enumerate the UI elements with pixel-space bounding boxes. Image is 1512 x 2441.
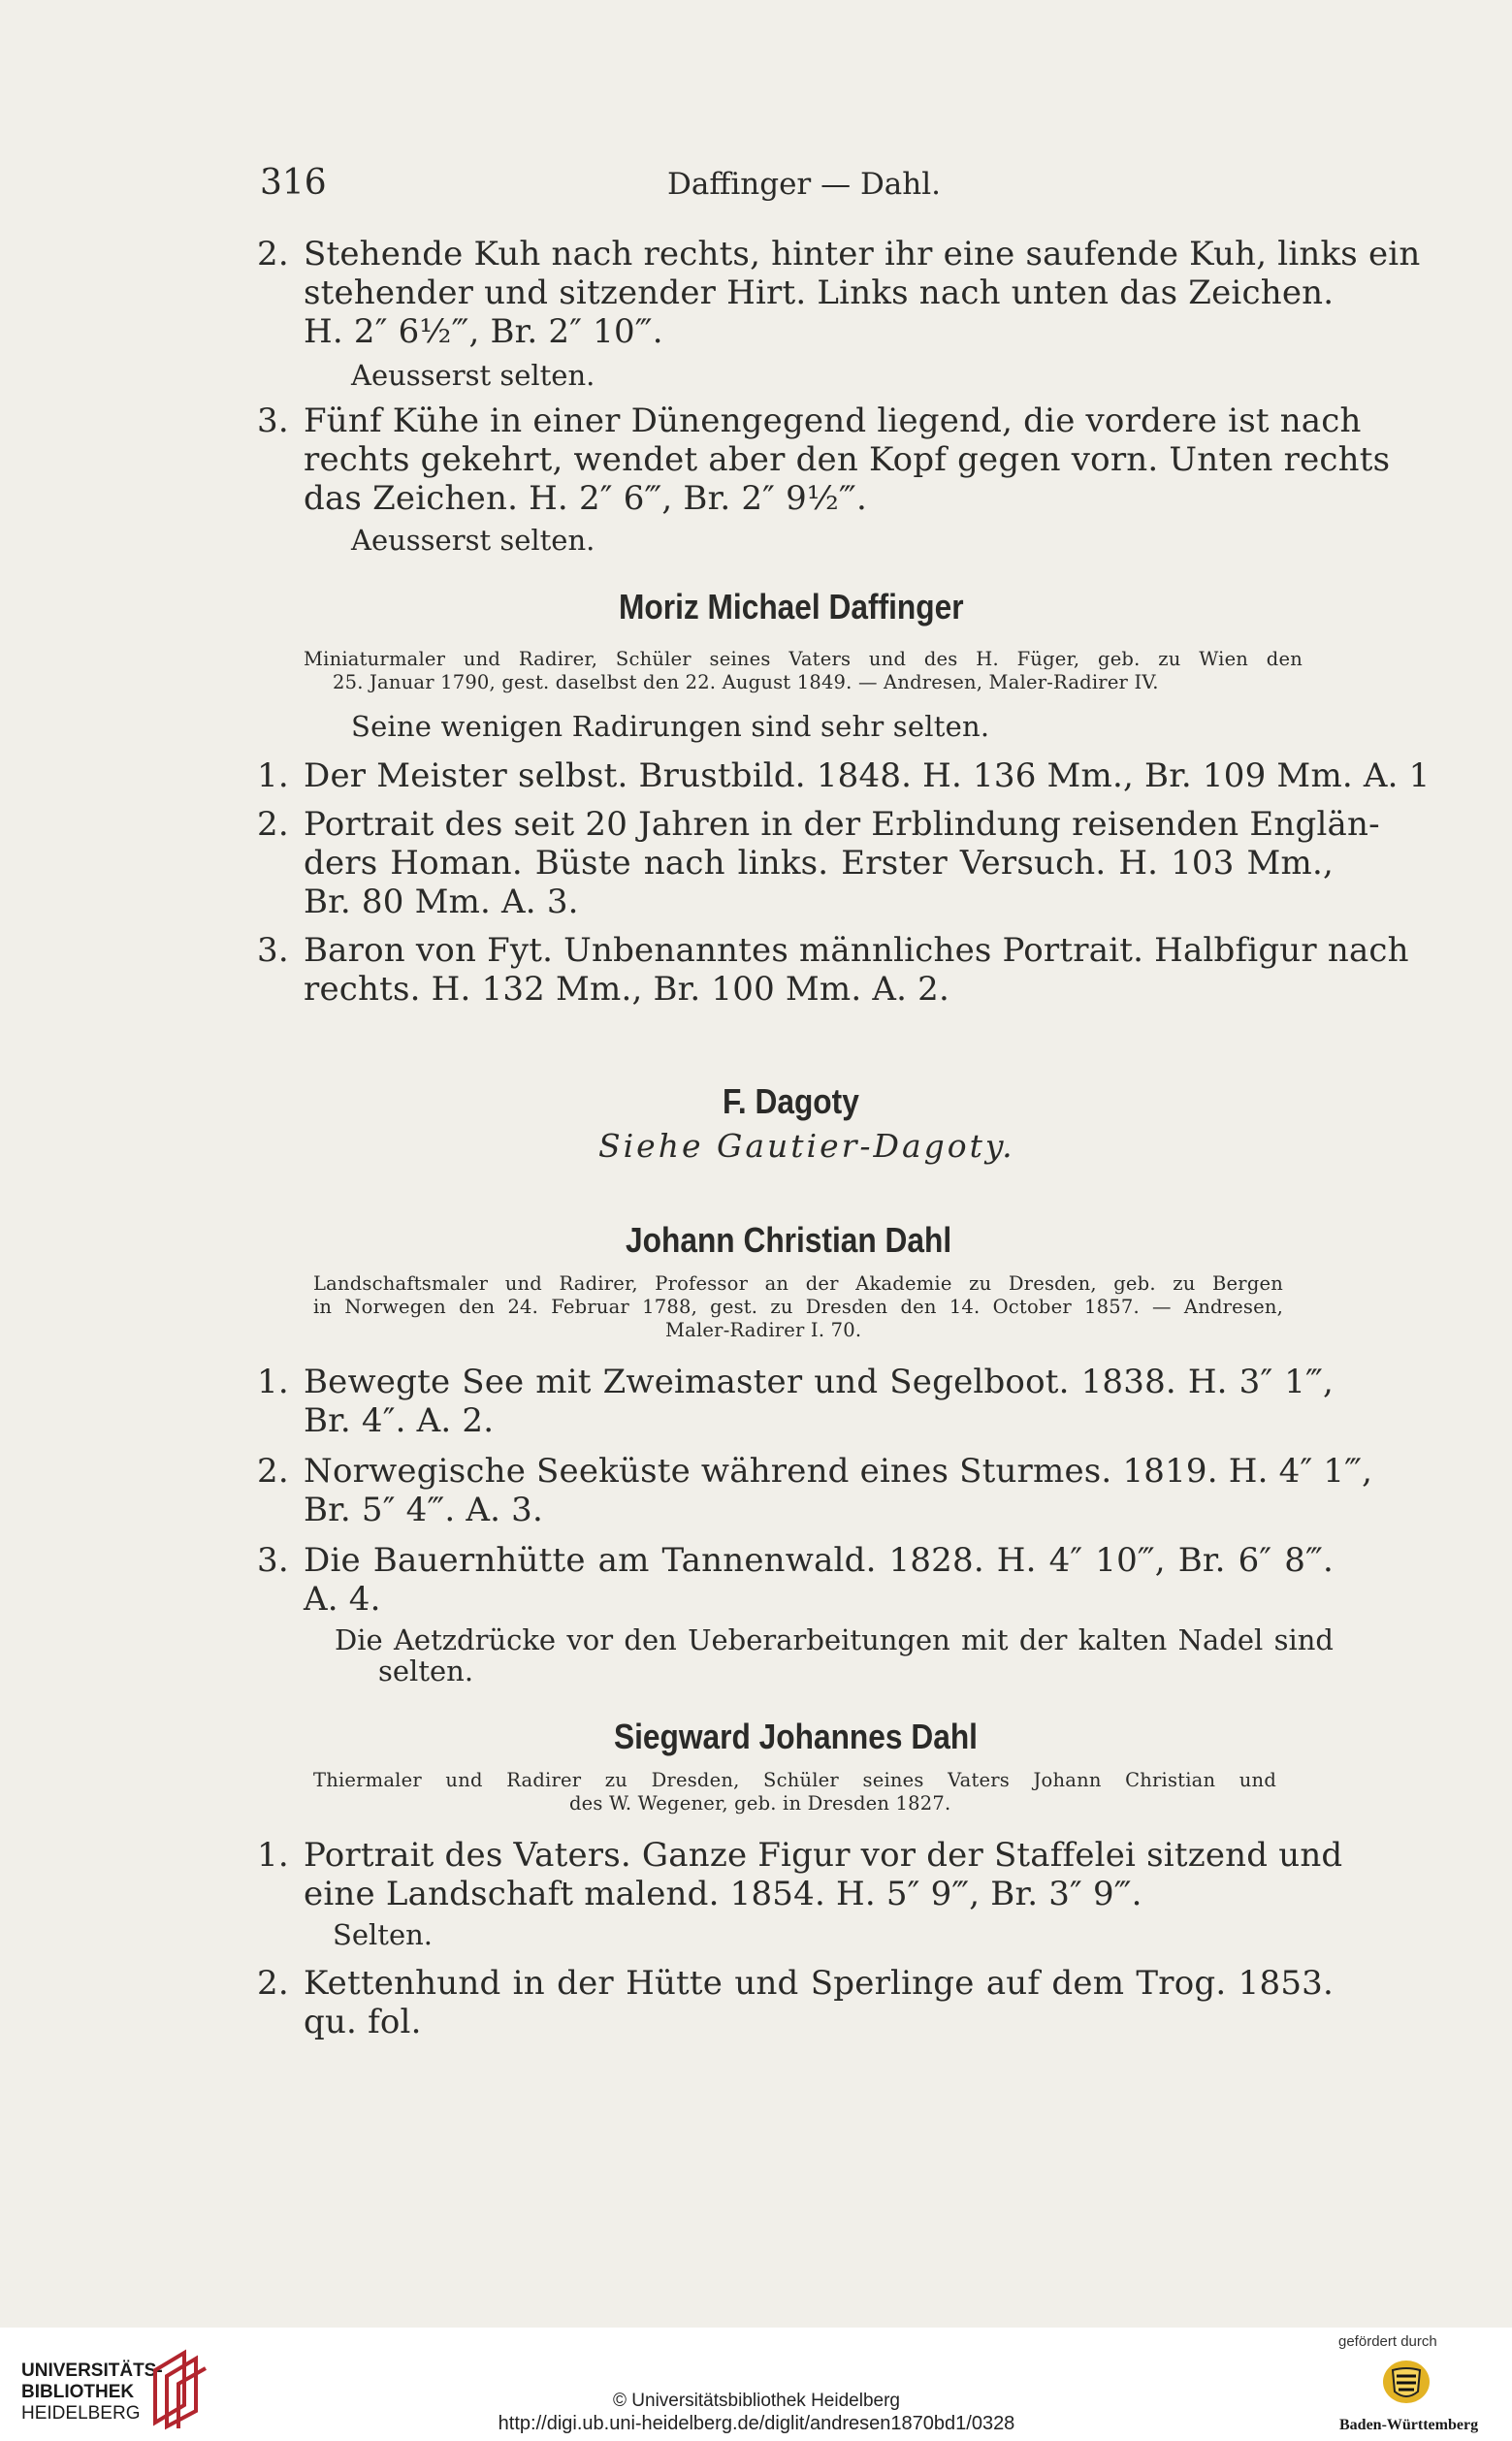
entry-text: Die Bauernhütte am Tannenwald. 1828. H. 4″ 10‴, Br. 6″ 8‴. (304, 1541, 1334, 1580)
entry-text: Br. 80 Mm. A. 3. (304, 883, 579, 921)
library-logo-text (21, 2361, 163, 2425)
note: Aeusserst selten. (351, 359, 595, 392)
biography: Thiermaler und Radirer zu Dresden, Schüler seines Vaters Johann Christian und (313, 1769, 1276, 1791)
note: selten. (378, 1654, 474, 1687)
entry-text: Fünf Kühe in einer Dünengegend liegend, die vordere ist nach (304, 401, 1362, 440)
funder-name: Baden-Württemberg (1339, 2417, 1479, 2433)
entry-text: rechts gekehrt, wendet aber den Kopf gegen vorn. Unten rechts (304, 440, 1391, 479)
entry-text: eine Landschaft malend. 1854. H. 5″ 9‴, Br. 3″ 9‴. (304, 1875, 1142, 1913)
biography: Landschaftsmaler und Radirer, Professor an der Akademie zu Dresden, geb. zu Bergen (313, 1272, 1283, 1295)
biography: Miniaturmaler und Radirer, Schüler seines Vaters und des H. Füger, geb. zu Wien den (304, 648, 1303, 670)
note: Selten. (333, 1918, 434, 1951)
entry-text: stehender und sitzender Hirt. Links nach unten das Zeichen. (304, 273, 1335, 312)
library-name-line: UNIVERSITÄTS- (21, 2361, 163, 2381)
intro-text: Seine wenigen Radirungen sind sehr selten. (351, 710, 990, 743)
biography: des W. Wegener, geb. in Dresden 1827. (569, 1792, 951, 1815)
entry-text: das Zeichen. H. 2″ 6‴, Br. 2″ 9½‴. (304, 479, 867, 518)
biography: 25. Januar 1790, gest. daselbst den 22. August 1849. — Andresen, Maler-Radirer IV. (333, 671, 1159, 693)
entry-text: Kettenhund in der Hütte und Sperlinge auf dem Trog. 1853. (304, 1964, 1334, 2003)
entry-text: Baron von Fyt. Unbenanntes männliches Portrait. Halbfigur nach (304, 931, 1409, 970)
section-heading: F. Dagoty (723, 1081, 859, 1121)
section-heading: Moriz Michael Daffinger (619, 587, 964, 626)
entry-text: H. 2″ 6½‴, Br. 2″ 10‴. (304, 312, 663, 351)
entry-text: qu. fol. (304, 2003, 422, 2041)
entry-text: Bewegte See mit Zweimaster und Segelboot. 1838. H. 3″ 1‴, (304, 1363, 1334, 1401)
biography: in Norwegen den 24. Februar 1788, gest. zu Dresden den 14. October 1857. — Andresen, (313, 1296, 1283, 1318)
entry-number: 2. (257, 235, 289, 273)
entry-number: 2. (257, 1964, 289, 2003)
entry-text: Br. 5″ 4‴. A. 3. (304, 1491, 543, 1529)
entry-text: ders Homan. Büste nach links. Erster Versuch. H. 103 Mm., (304, 844, 1334, 883)
entry-text: rechts. H. 132 Mm., Br. 100 Mm. A. 2. (304, 970, 949, 1009)
entry-text: Norwegische Seeküste während eines Sturmes. 1819. H. 4″ 1‴, (304, 1452, 1373, 1491)
entry-number: 3. (257, 931, 289, 970)
note: Die Aetzdrücke vor den Ueberarbeitungen mit der kalten Nadel sind (335, 1623, 1334, 1656)
biography: Maler-Radirer I. 70. (665, 1319, 862, 1341)
entry-number: 2. (257, 805, 289, 844)
entry-text: Stehende Kuh nach rechts, hinter ihr eine saufende Kuh, links ein (304, 235, 1421, 273)
entry-text: Br. 4″. A. 2. (304, 1401, 495, 1440)
entry-text: Portrait des Vaters. Ganze Figur vor der Staffelei sitzend und (304, 1836, 1343, 1875)
entry-number: 3. (257, 401, 289, 440)
section-heading: Siegward Johannes Dahl (614, 1717, 978, 1756)
entry-text: Portrait des seit 20 Jahren in der Erblindung reisenden Englän- (304, 805, 1380, 844)
entry-number: 1. (257, 756, 289, 795)
entry-number: 2. (257, 1452, 289, 1491)
copyright-text: © Universitätsbibliothek Heidelberg (613, 2391, 900, 2411)
funded-by-label: gefördert durch (1338, 2333, 1437, 2350)
entry-number: 3. (257, 1541, 289, 1580)
library-name-line: BIBLIOTHEK (21, 2382, 135, 2402)
source-url-link[interactable]: http://digi.ub.uni-heidelberg.de/diglit/andresen1870bd1/0328 (498, 2413, 1015, 2434)
entry-number: 1. (257, 1363, 289, 1401)
library-logo-icon (145, 2347, 211, 2430)
section-heading: Johann Christian Dahl (626, 1220, 952, 1260)
entry-text: A. 4. (304, 1580, 381, 1619)
library-name-line: HEIDELBERG (21, 2403, 141, 2424)
state-coat-of-arms-icon (1377, 2357, 1435, 2407)
entry-number: 1. (257, 1836, 289, 1875)
note: Aeusserst selten. (351, 524, 595, 557)
page-number: 316 (260, 163, 327, 203)
running-title: Daffinger — Dahl. (667, 167, 942, 202)
cross-reference: Siehe Gautier-Dagoty. (598, 1127, 1015, 1165)
digitization-footer (0, 2328, 1512, 2441)
entry-text: Der Meister selbst. Brustbild. 1848. H. 136 Mm., Br. 109 Mm. A. 1 (304, 756, 1431, 795)
